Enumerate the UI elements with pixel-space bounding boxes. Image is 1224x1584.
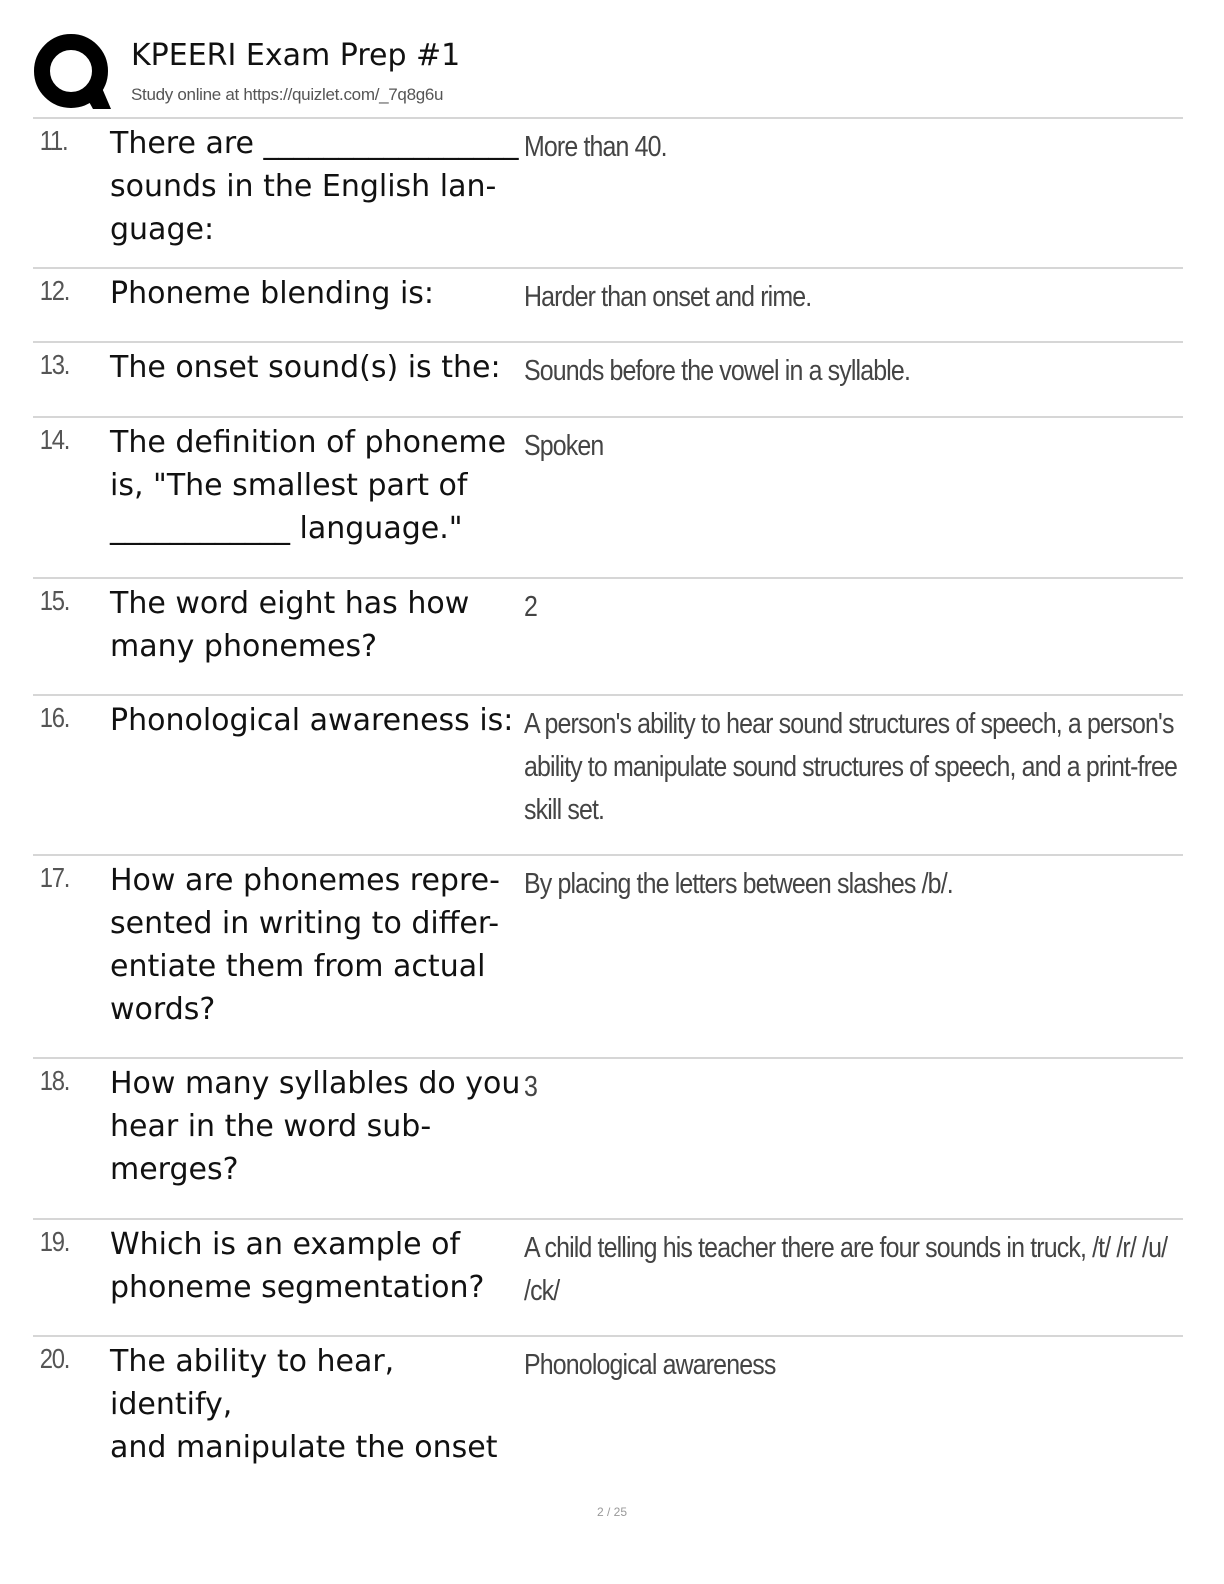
flashcard-row [33, 1337, 1183, 1465]
card-definition: Harder than onset and rime. [524, 281, 812, 313]
card-term: The definition of phoneme is, "The smallest part of ____________ language." [110, 425, 507, 546]
page-title: KPEERI Exam Prep #1 [131, 38, 461, 73]
card-definition: More than 40. [524, 131, 667, 163]
card-number: 13. [39, 349, 70, 380]
flashcard-row [33, 119, 1183, 269]
flashcard-row [33, 418, 1183, 579]
flashcard-row [33, 1059, 1183, 1220]
card-definition: Sounds before the vowel in a syllable. [524, 355, 911, 387]
card-term: How many syllables do you hear in the word sub- merges? [110, 1066, 521, 1187]
card-number: 18. [39, 1065, 70, 1096]
card-term: Which is an example of phoneme segmentation? [110, 1227, 485, 1305]
card-number: 16. [39, 702, 70, 733]
card-number: 11. [39, 125, 68, 156]
card-definition: A person's ability to hear sound structures of speech, a person's ability to manipulate sound structures of speech, and a print-free skill set. [524, 708, 1178, 826]
card-number: 17. [39, 862, 70, 893]
card-definition: 3 [524, 1071, 538, 1103]
card-number: 14. [39, 424, 70, 455]
flashcard-list [33, 119, 1183, 1465]
card-definition: By placing the letters between slashes /b/. [524, 868, 953, 900]
card-term: How are phonemes repre- sented in writing to differ- entiate them from actual words? [110, 863, 500, 1027]
flashcard-row [33, 696, 1183, 856]
quizlet-logo-icon [33, 33, 113, 113]
card-number: 19. [39, 1226, 70, 1257]
card-number: 20. [39, 1343, 70, 1374]
page-header [33, 33, 1183, 117]
card-term: The word eight has how many phonemes? [110, 586, 470, 664]
card-term: Phonological awareness is: [110, 703, 514, 738]
card-term: The ability to hear, identify, and manipulate the onset [110, 1344, 498, 1465]
card-term: There are _________________ sounds in the English lan- guage: [110, 126, 519, 247]
flashcard-row [33, 579, 1183, 696]
card-definition: Phonological awareness [524, 1349, 776, 1381]
card-definition: 2 [524, 591, 538, 623]
card-number: 12. [39, 275, 70, 306]
card-definition: Spoken [524, 430, 604, 462]
card-definition: A child telling his teacher there are four sounds in truck, /t/ /r/ /u/ /ck/ [524, 1232, 1168, 1307]
study-online-link[interactable]: Study online at https://quizlet.com/_7q8g6u [131, 85, 444, 104]
flashcard-row [33, 343, 1183, 418]
flashcard-row [33, 1220, 1183, 1337]
card-term: The onset sound(s) is the: [110, 350, 501, 385]
flashcard-row [33, 269, 1183, 343]
card-number: 15. [39, 585, 70, 616]
card-term: Phoneme blending is: [110, 276, 435, 311]
flashcard-row [33, 856, 1183, 1059]
page-number: 2 / 25 [596, 1505, 628, 1519]
